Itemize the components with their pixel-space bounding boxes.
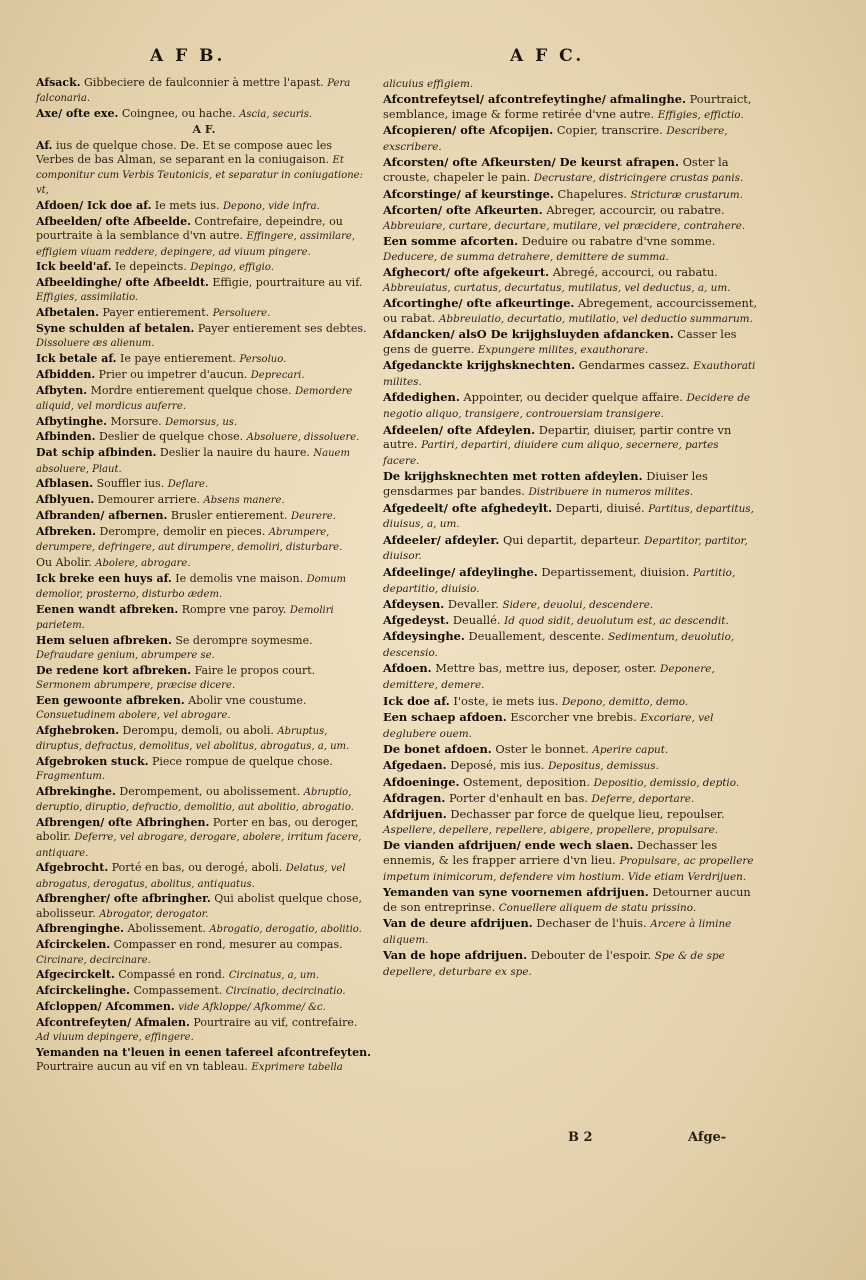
dictionary-entry <box>36 816 372 861</box>
french-gloss: Qui departit, departeur. <box>502 532 641 547</box>
dictionary-entry <box>383 807 758 838</box>
french-gloss: Compasser en rond, mesurer au compas. <box>113 938 343 952</box>
headword: Afbetalen. <box>36 306 99 320</box>
dictionary-entry <box>383 76 758 92</box>
french-gloss: Debouter de l'espoir. <box>530 948 652 963</box>
headword: Afghebroken. <box>36 723 120 737</box>
dictionary-entry <box>36 556 372 571</box>
headword: Afdeysinghe. <box>383 629 465 644</box>
french-gloss: Appointer, ou decider quelque affaire. <box>463 390 683 405</box>
latin-gloss: Demordere aliquid, vel mordicus auferre. <box>36 385 353 412</box>
dictionary-entry <box>383 358 758 390</box>
headword: Afbeeldinghe/ ofte Afbeeldt. <box>36 276 209 290</box>
dictionary-entry <box>383 296 758 327</box>
latin-gloss: Depono, vide infra. <box>223 201 320 213</box>
latin-gloss: Circinatio, decircinatio. <box>225 986 346 998</box>
headword: Afcontrefeytsel/ afcontrefeytinghe/ afmalinghe. <box>383 92 686 107</box>
french-gloss: Pourtraire aucun au vif en vn tableau. <box>36 1060 248 1073</box>
section-letter: A F. <box>192 123 216 137</box>
headword: Afsack. <box>36 76 81 89</box>
latin-gloss: Abruptio, deruptio, diruptio, defractio, demolitio, aut abolitio, abrogatio. <box>36 786 354 814</box>
latin-gloss: Deferre, vel abrogare, derogare, abolere, irritum facere, antiquare. <box>36 832 362 859</box>
latin-gloss: Persoluere. <box>212 308 271 320</box>
headword: Een schaep afdoen. <box>383 709 507 724</box>
dictionary-entry <box>36 276 372 306</box>
headword: Afdancken/ alsO De krijghsluyden afdancken. <box>383 327 674 342</box>
dictionary-entry <box>36 493 372 508</box>
dictionary-entry <box>383 533 758 565</box>
headword: Ick doe af. <box>383 693 450 708</box>
latin-gloss: Describere, exscribere. <box>383 125 728 154</box>
headword: Dat schip afbinden. <box>36 446 157 460</box>
latin-gloss: Deferre, deportare. <box>591 792 695 805</box>
french-gloss: Derompre, demolir en pieces. <box>99 524 266 538</box>
latin-gloss: Abruptus, diruptus, defractus, demolitus, vel abolitus, abrogatus, a, um. <box>36 725 350 753</box>
dictionary-entry <box>36 572 372 603</box>
latin-gloss: Depositio, demissio, deptio. <box>593 776 740 789</box>
dictionary-entry <box>383 327 758 358</box>
dictionary-entry <box>36 322 372 352</box>
headword: Afbyten. <box>36 383 88 397</box>
latin-gloss: vide Afkloppe/ Afkomme/ &c. <box>178 1001 326 1013</box>
french-gloss: I'oste, ie mets ius. <box>453 693 559 708</box>
dictionary-entry <box>36 384 372 415</box>
latin-gloss: Departitor, partitor, diuisor. <box>383 534 748 563</box>
latin-gloss: Demorsus, us. <box>165 416 238 428</box>
latin-gloss: Effigies, assimilatio. <box>36 292 139 304</box>
latin-gloss: Abrogatio, derogatio, abolitio. <box>209 924 362 936</box>
latin-gloss: Partitus, departitus, diuisus, a, um. <box>383 502 754 531</box>
headword: Afbrenginghe. <box>36 922 124 936</box>
french-gloss: Faire le propos court. <box>194 663 316 677</box>
dictionary-entry <box>383 92 758 123</box>
french-gloss: Deposé, mis ius. <box>450 758 545 773</box>
french-gloss: Derompu, demoli, ou aboli. <box>122 723 274 737</box>
dictionary-entry <box>36 1016 372 1046</box>
right-running-header: A F C. <box>510 46 585 66</box>
headword: Afcopieren/ ofte Afcopijen. <box>383 123 554 138</box>
french-gloss: Dechasser par force de quelque lieu, repoulser. <box>450 807 725 822</box>
dictionary-entry <box>36 446 372 477</box>
dictionary-entry <box>36 724 372 755</box>
latin-gloss: Depingo, effigio. <box>190 262 274 274</box>
french-gloss: Devaller. <box>447 596 499 611</box>
french-gloss: Departir, diuiser, partir contre vn autre. <box>383 422 732 452</box>
latin-gloss: Ascia, securis. <box>239 109 313 121</box>
dictionary-entry <box>36 694 372 724</box>
dictionary-entry <box>36 938 372 968</box>
headword: Afdedighen. <box>383 390 460 405</box>
dictionary-entry <box>36 984 372 999</box>
headword: Ick betale af. <box>36 352 117 366</box>
headword: Ick breke een huys af. <box>36 571 172 585</box>
dictionary-entry <box>383 916 758 948</box>
headword: Afcirckelen. <box>36 938 111 952</box>
dictionary-entry <box>36 368 372 383</box>
french-gloss: Deuallement, descente. <box>468 629 605 644</box>
headword: Afcorstinge/ af keurstinge. <box>383 186 554 201</box>
headword: Afdeysen. <box>383 596 445 611</box>
french-gloss: Brusler entierement. <box>170 508 288 522</box>
french-gloss: Ie paye entierement. <box>120 352 236 366</box>
dictionary-entry <box>383 501 758 533</box>
dictionary-entry <box>383 948 758 980</box>
latin-gloss: alicuius effigiem. <box>383 78 474 90</box>
dictionary-entry <box>383 710 758 742</box>
french-gloss: Ostement, deposition. <box>463 774 590 789</box>
french-gloss: Oster la crouste, chapeler le pain. <box>383 155 729 185</box>
headword: Axe/ ofte exe. <box>36 107 119 121</box>
headword: Afblyuen. <box>36 493 95 507</box>
dictionary-entry <box>383 629 758 661</box>
headword: Afbidden. <box>36 367 96 381</box>
headword: Yemanden na t'leuen in eenen tafereel afcontrefeyten. <box>36 1045 371 1059</box>
dictionary-entry <box>36 861 372 892</box>
latin-gloss: Effigies, effictio. <box>657 109 744 122</box>
french-gloss: Porter d'enhault en bas. <box>448 790 588 805</box>
dictionary-entry <box>383 613 758 629</box>
headword: Afblasen. <box>36 477 94 491</box>
french-gloss: Escorcher vne brebis. <box>510 709 637 724</box>
latin-gloss: Defraudare genium, abrumpere se. <box>36 649 215 661</box>
latin-gloss: Excoriare, vel deglubere ouem. <box>383 711 714 740</box>
dictionary-entry <box>36 430 372 445</box>
headword: De bonet afdoen. <box>383 741 492 756</box>
latin-gloss: Spe & de spe depellere, deturbare ex spe. <box>383 950 725 979</box>
latin-gloss: Dissoluere æs alienum. <box>36 338 155 350</box>
latin-gloss: Conuellere aliquem de statu prissino. <box>498 901 697 914</box>
left-running-header: A F B. <box>150 46 226 66</box>
latin-gloss: Fragmentum. <box>36 771 106 783</box>
dictionary-entry <box>36 76 372 107</box>
french-gloss: Souffler ius. <box>96 477 165 491</box>
latin-gloss: Arcere à limine aliquem. <box>383 918 732 947</box>
headword: Afcloppen/ Afcommen. <box>36 999 175 1013</box>
headword: Afgebrocht. <box>36 861 109 875</box>
headword: Een gewoonte afbreken. <box>36 693 185 707</box>
french-gloss: Ie mets ius. <box>154 199 220 213</box>
dictionary-entry <box>383 742 758 758</box>
french-gloss: Contrefaire, depeindre, ou pourtraite à la semblance d'vn autre. <box>36 215 343 243</box>
french-gloss: Prier ou impetrer d'aucun. <box>98 367 248 381</box>
dictionary-entry <box>36 892 372 922</box>
headword: Afgedeelt/ ofte afghedeylt. <box>383 500 553 515</box>
french-gloss: Deslier la nauire du haure. <box>159 446 310 460</box>
headword: Afcortinghe/ ofte afkeurtinge. <box>383 296 575 311</box>
latin-gloss: Sedimentum, deuolutio, descensio. <box>383 631 735 660</box>
headword: Van de hope afdrijuen. <box>383 948 528 963</box>
dictionary-entry <box>36 107 372 122</box>
headword: Afdeeler/ afdeyler. <box>383 532 500 547</box>
latin-gloss: Absens manere. <box>203 495 285 507</box>
latin-gloss: Abbreuiare, curtare, decurtare, mutilare, vel præcidere, contrahere. <box>383 219 746 232</box>
dictionary-entry <box>383 155 758 186</box>
latin-gloss: Partiri, departiri, diuidere cum aliquo, secernere, partes facere. <box>383 439 719 468</box>
latin-gloss: Deflare. <box>167 479 209 491</box>
latin-gloss: Abrumpere, derumpere, defringere, aut dirumpere, demoliri, disturbare. <box>36 526 343 553</box>
latin-gloss: Sermonem abrumpere, præcise dicere. <box>36 679 236 691</box>
french-gloss: Qui abolist quelque chose, abolisseur. <box>36 892 362 920</box>
headword: Afbrekinghe. <box>36 784 116 798</box>
headword: Afbeelden/ ofte Afbeelde. <box>36 215 191 229</box>
headword: Afdragen. <box>383 790 446 805</box>
french-gloss: Morsure. <box>110 414 162 428</box>
latin-gloss: Depositus, demissus. <box>548 760 659 773</box>
latin-gloss: Decidere de negotio aliquo, transigere, controuersiam transigere. <box>383 392 751 421</box>
latin-gloss: Deurere. <box>291 510 336 522</box>
latin-gloss: Absoluere, dissoluere. <box>246 432 360 444</box>
headword: Afcorsten/ ofte Afkeursten/ De keurst afrapen. <box>383 155 679 170</box>
headword: Afdrijuen. <box>383 807 447 822</box>
headword: Afgedanckte krijghsknechten. <box>383 358 576 373</box>
latin-gloss: Abrogator, derogator. <box>99 908 209 920</box>
latin-gloss: Decrustare, districingere crustas panis. <box>533 172 744 185</box>
headword: Afbranden/ afbernen. <box>36 508 168 522</box>
dictionary-entry <box>36 260 372 275</box>
french-gloss: Ie demolis vne maison. <box>175 571 304 585</box>
dictionary-entry <box>36 306 372 321</box>
french-gloss: Mordre entierement quelque chose. <box>90 383 292 397</box>
dictionary-entry <box>36 968 372 983</box>
dictionary-entry <box>383 390 758 422</box>
headword: Afgedaen. <box>383 758 447 773</box>
headword: De vianden afdrijuen/ ende wech slaen. <box>383 838 634 853</box>
french-gloss: Payer entierement. <box>102 306 210 320</box>
latin-gloss: Depono, demitto, demo. <box>561 695 689 708</box>
dictionary-entry <box>383 791 758 807</box>
french-gloss: Porté en bas, ou derogé, aboli. <box>111 861 283 875</box>
signature-mark: B 2 <box>568 1130 593 1145</box>
headword: Afgecirckelt. <box>36 968 115 982</box>
headword: Afcorten/ ofte Afkeurten. <box>383 202 543 217</box>
french-gloss: Gendarmes cassez. <box>578 358 690 373</box>
french-gloss: Abregement, accourcissement, ou rabat. <box>383 296 758 325</box>
headword: De redene kort afbreken. <box>36 663 192 677</box>
french-gloss: Mettre bas, mettre ius, deposer, oster. <box>435 661 657 676</box>
french-gloss: Deuallé. <box>452 613 501 628</box>
french-gloss: Abolissement. <box>127 922 206 936</box>
headword: Afbytinghe. <box>36 414 107 428</box>
french-gloss: Derompement, ou abolissement. <box>119 784 301 798</box>
french-gloss: Oster le bonnet. <box>495 741 589 756</box>
french-gloss: Deduire ou rabatre d'vne somme. <box>521 233 716 248</box>
dictionary-entry <box>383 661 758 693</box>
dictionary-entry <box>36 603 372 634</box>
latin-gloss: Partitio, departitio, diuisio. <box>383 566 736 595</box>
french-gloss: Porter en bas, ou deroger, abolir. <box>36 816 359 844</box>
latin-gloss: Deprecari. <box>250 369 305 381</box>
headword: Ick beeld'af. <box>36 260 112 274</box>
headword: Afgebroken stuck. <box>36 754 149 768</box>
french-gloss: Abreger, accourcir, ou rabatre. <box>546 202 725 217</box>
latin-gloss: Aperire caput. <box>592 743 669 756</box>
dictionary-entry <box>36 664 372 694</box>
dictionary-entry <box>383 234 758 265</box>
latin-gloss: Deducere, de summa detrahere, demittere de summa. <box>383 250 669 263</box>
dictionary-entry <box>36 1046 372 1076</box>
headword: Van de deure afdrijuen. <box>383 916 533 931</box>
french-gloss: ius de quelque chose. De. Et se compose auec les Verbes de bas Alman, se separant en la coniugaison. <box>36 138 333 166</box>
latin-gloss: Ad viuum depingere, effingere. <box>36 1031 194 1043</box>
latin-gloss: Abbreuiatus, curtatus, decurtatus, mutilatus, vel deductus, a, um. <box>383 281 731 294</box>
dictionary-entry <box>383 123 758 155</box>
headword: Afbrengen/ ofte Afbringhen. <box>36 816 210 829</box>
headword: Hem seluen afbreken. <box>36 633 172 647</box>
french-gloss: Compassement. <box>133 984 223 998</box>
latin-gloss: Abolere, abrogare. <box>95 557 191 569</box>
latin-gloss: Exauthorati milites. <box>383 360 756 389</box>
headword: Afghecort/ ofte afgekeurt. <box>383 265 550 280</box>
latin-gloss: Stricturæ crustarum. <box>630 188 743 201</box>
french-gloss: Abregé, accourci, ou rabatu. <box>552 265 718 280</box>
french-gloss: Coingnee, ou hache. <box>121 107 236 121</box>
headword: Yemanden van syne voornemen afdrijuen. <box>383 885 649 900</box>
french-gloss: Gibbeciere de faulconnier à mettre l'apast. <box>84 76 324 89</box>
dictionary-entry <box>383 187 758 203</box>
french-gloss: Departissement, diuision. <box>541 564 690 579</box>
dictionary-entry <box>36 139 372 199</box>
dictionary-entry <box>36 199 372 214</box>
french-gloss: Detourner aucun de son entreprinse. <box>383 885 751 914</box>
headword: Afgedeyst. <box>383 613 450 628</box>
french-gloss: Pourtraire au vif, contrefaire. <box>193 1015 358 1029</box>
dictionary-entry <box>383 694 758 710</box>
latin-gloss: Sidere, deuolui, descendere. <box>502 598 654 611</box>
latin-gloss: Et componitur cum Verbis Teutonicis, et separatur in coniugatione: vt, <box>36 154 363 197</box>
french-gloss: Deslier de quelque chose. <box>98 430 244 444</box>
dictionary-entry <box>383 423 758 469</box>
latin-gloss: Domum demolior, prosterno, disturbo ædem. <box>36 573 347 600</box>
french-gloss: Piece rompue de quelque chose. <box>151 754 333 768</box>
headword: Af. <box>36 138 53 152</box>
latin-gloss: Exprimere tabella <box>251 1062 343 1073</box>
dictionary-entry <box>36 755 372 785</box>
headword: Afdeelen/ ofte Afdeylen. <box>383 422 536 437</box>
dictionary-entry <box>383 565 758 597</box>
french-gloss: Effigie, pourtraiture au vif. <box>212 276 363 290</box>
french-gloss: Diuiser les gensdarmes par bandes. <box>383 469 708 499</box>
french-gloss: Chapelures. <box>557 186 627 201</box>
french-gloss: Departi, diuisé. <box>555 500 645 515</box>
french-gloss: Abolir vne coustume. <box>188 693 307 707</box>
headword: Afdoeninge. <box>383 774 460 789</box>
latin-gloss: Deponere, demittere, demere. <box>383 663 715 692</box>
headword: Afdoen/ Ick doe af. <box>36 199 152 213</box>
dictionary-entry <box>36 922 372 937</box>
french-gloss: Se derompre soymesme. <box>175 633 313 647</box>
latin-gloss: Circinatus, a, um. <box>228 970 320 982</box>
catchword: Afge- <box>688 1130 727 1145</box>
french-gloss: Payer entierement ses debtes. <box>197 322 367 335</box>
headword: Syne schulden af betalen. <box>36 322 195 335</box>
dictionary-entry <box>383 597 758 613</box>
french-gloss: Ie depeincts. <box>115 260 187 274</box>
dictionary-entry <box>383 203 758 234</box>
french-gloss: Demourer arriere. <box>97 493 201 507</box>
dictionary-entry <box>36 634 372 664</box>
dictionary-entry <box>383 838 758 884</box>
french-gloss: Dechaser de l'huis. <box>536 916 647 931</box>
dictionary-entry <box>383 469 758 500</box>
headword: Afcontrefeyten/ Afmalen. <box>36 1015 190 1029</box>
left-column <box>36 76 372 1076</box>
dictionary-entry <box>383 265 758 296</box>
latin-gloss: Aspellere, depellere, repellere, abigere, propellere, propulsare. <box>383 823 719 836</box>
dictionary-entry <box>383 775 758 791</box>
latin-gloss: Pera falconaria. <box>36 78 351 105</box>
headword: Afdoen. <box>383 661 432 676</box>
headword: Afbrengher/ ofte afbringher. <box>36 892 211 906</box>
french-gloss: Rompre vne paroy. <box>181 602 287 616</box>
dictionary-entry <box>36 215 372 260</box>
latin-gloss: Expungere milites, exauthorare. <box>477 344 649 357</box>
latin-gloss: Distribuere in numeros milites. <box>528 486 694 499</box>
dictionary-entry <box>36 509 372 524</box>
latin-gloss: Id quod sidit, deuolutum est, ac descendit. <box>504 615 729 628</box>
latin-gloss: Delatus, vel abrogatus, derogatus, abolitus, antiquatus. <box>36 863 346 890</box>
french-gloss: Ou Abolir. <box>36 555 92 569</box>
dictionary-entry <box>36 477 372 492</box>
dictionary-entry <box>36 785 372 816</box>
headword: De krijghsknechten met rotten afdeylen. <box>383 469 643 484</box>
latin-gloss: Persoluo. <box>239 354 287 366</box>
headword: Afcirckelinghe. <box>36 984 130 998</box>
dictionary-entry <box>383 885 758 916</box>
headword: Een somme afcorten. <box>383 233 519 248</box>
french-gloss: Compassé en rond. <box>118 968 226 982</box>
right-column <box>383 76 758 980</box>
dictionary-entry <box>36 1000 372 1015</box>
french-gloss: Casser les gens de guerre. <box>383 327 737 357</box>
latin-gloss: Effingere, assimilare, effigiem viuam reddere, depingere, ad viuum pingere. <box>36 231 356 258</box>
dictionary-entry <box>36 415 372 430</box>
french-gloss: Copier, transcrire. <box>556 123 663 138</box>
headword: Afbinden. <box>36 430 96 444</box>
latin-gloss: Abbreuiatio, decurtatio, mutilatio, vel deductio summarum. <box>438 312 753 325</box>
latin-gloss: Nauem absoluere, Plaut. <box>36 448 350 475</box>
latin-gloss: Circinare, decircinare. <box>36 954 151 966</box>
french-gloss: Dechasser les ennemis, & les frapper arriere d'vn lieu. <box>383 838 718 868</box>
french-gloss: Pourtraict, semblance, image & forme retirée d'vne autre. <box>383 92 752 122</box>
headword: Eenen wandt afbreken. <box>36 602 179 616</box>
dictionary-entry <box>36 352 372 367</box>
dictionary-entry <box>36 525 372 556</box>
headword: Afdeelinge/ afdeylinghe. <box>383 564 538 579</box>
headword: Afbreken. <box>36 524 97 538</box>
latin-gloss: Propulsare, ac propellere impetum inimicorum, defendere vim hostium. Vide etiam Verdrijuen. <box>383 855 754 883</box>
latin-gloss: Demoliri parietem. <box>36 604 334 631</box>
latin-gloss: Consuetudinem abolere, vel abrogare. <box>36 710 231 722</box>
dictionary-entry <box>383 758 758 774</box>
